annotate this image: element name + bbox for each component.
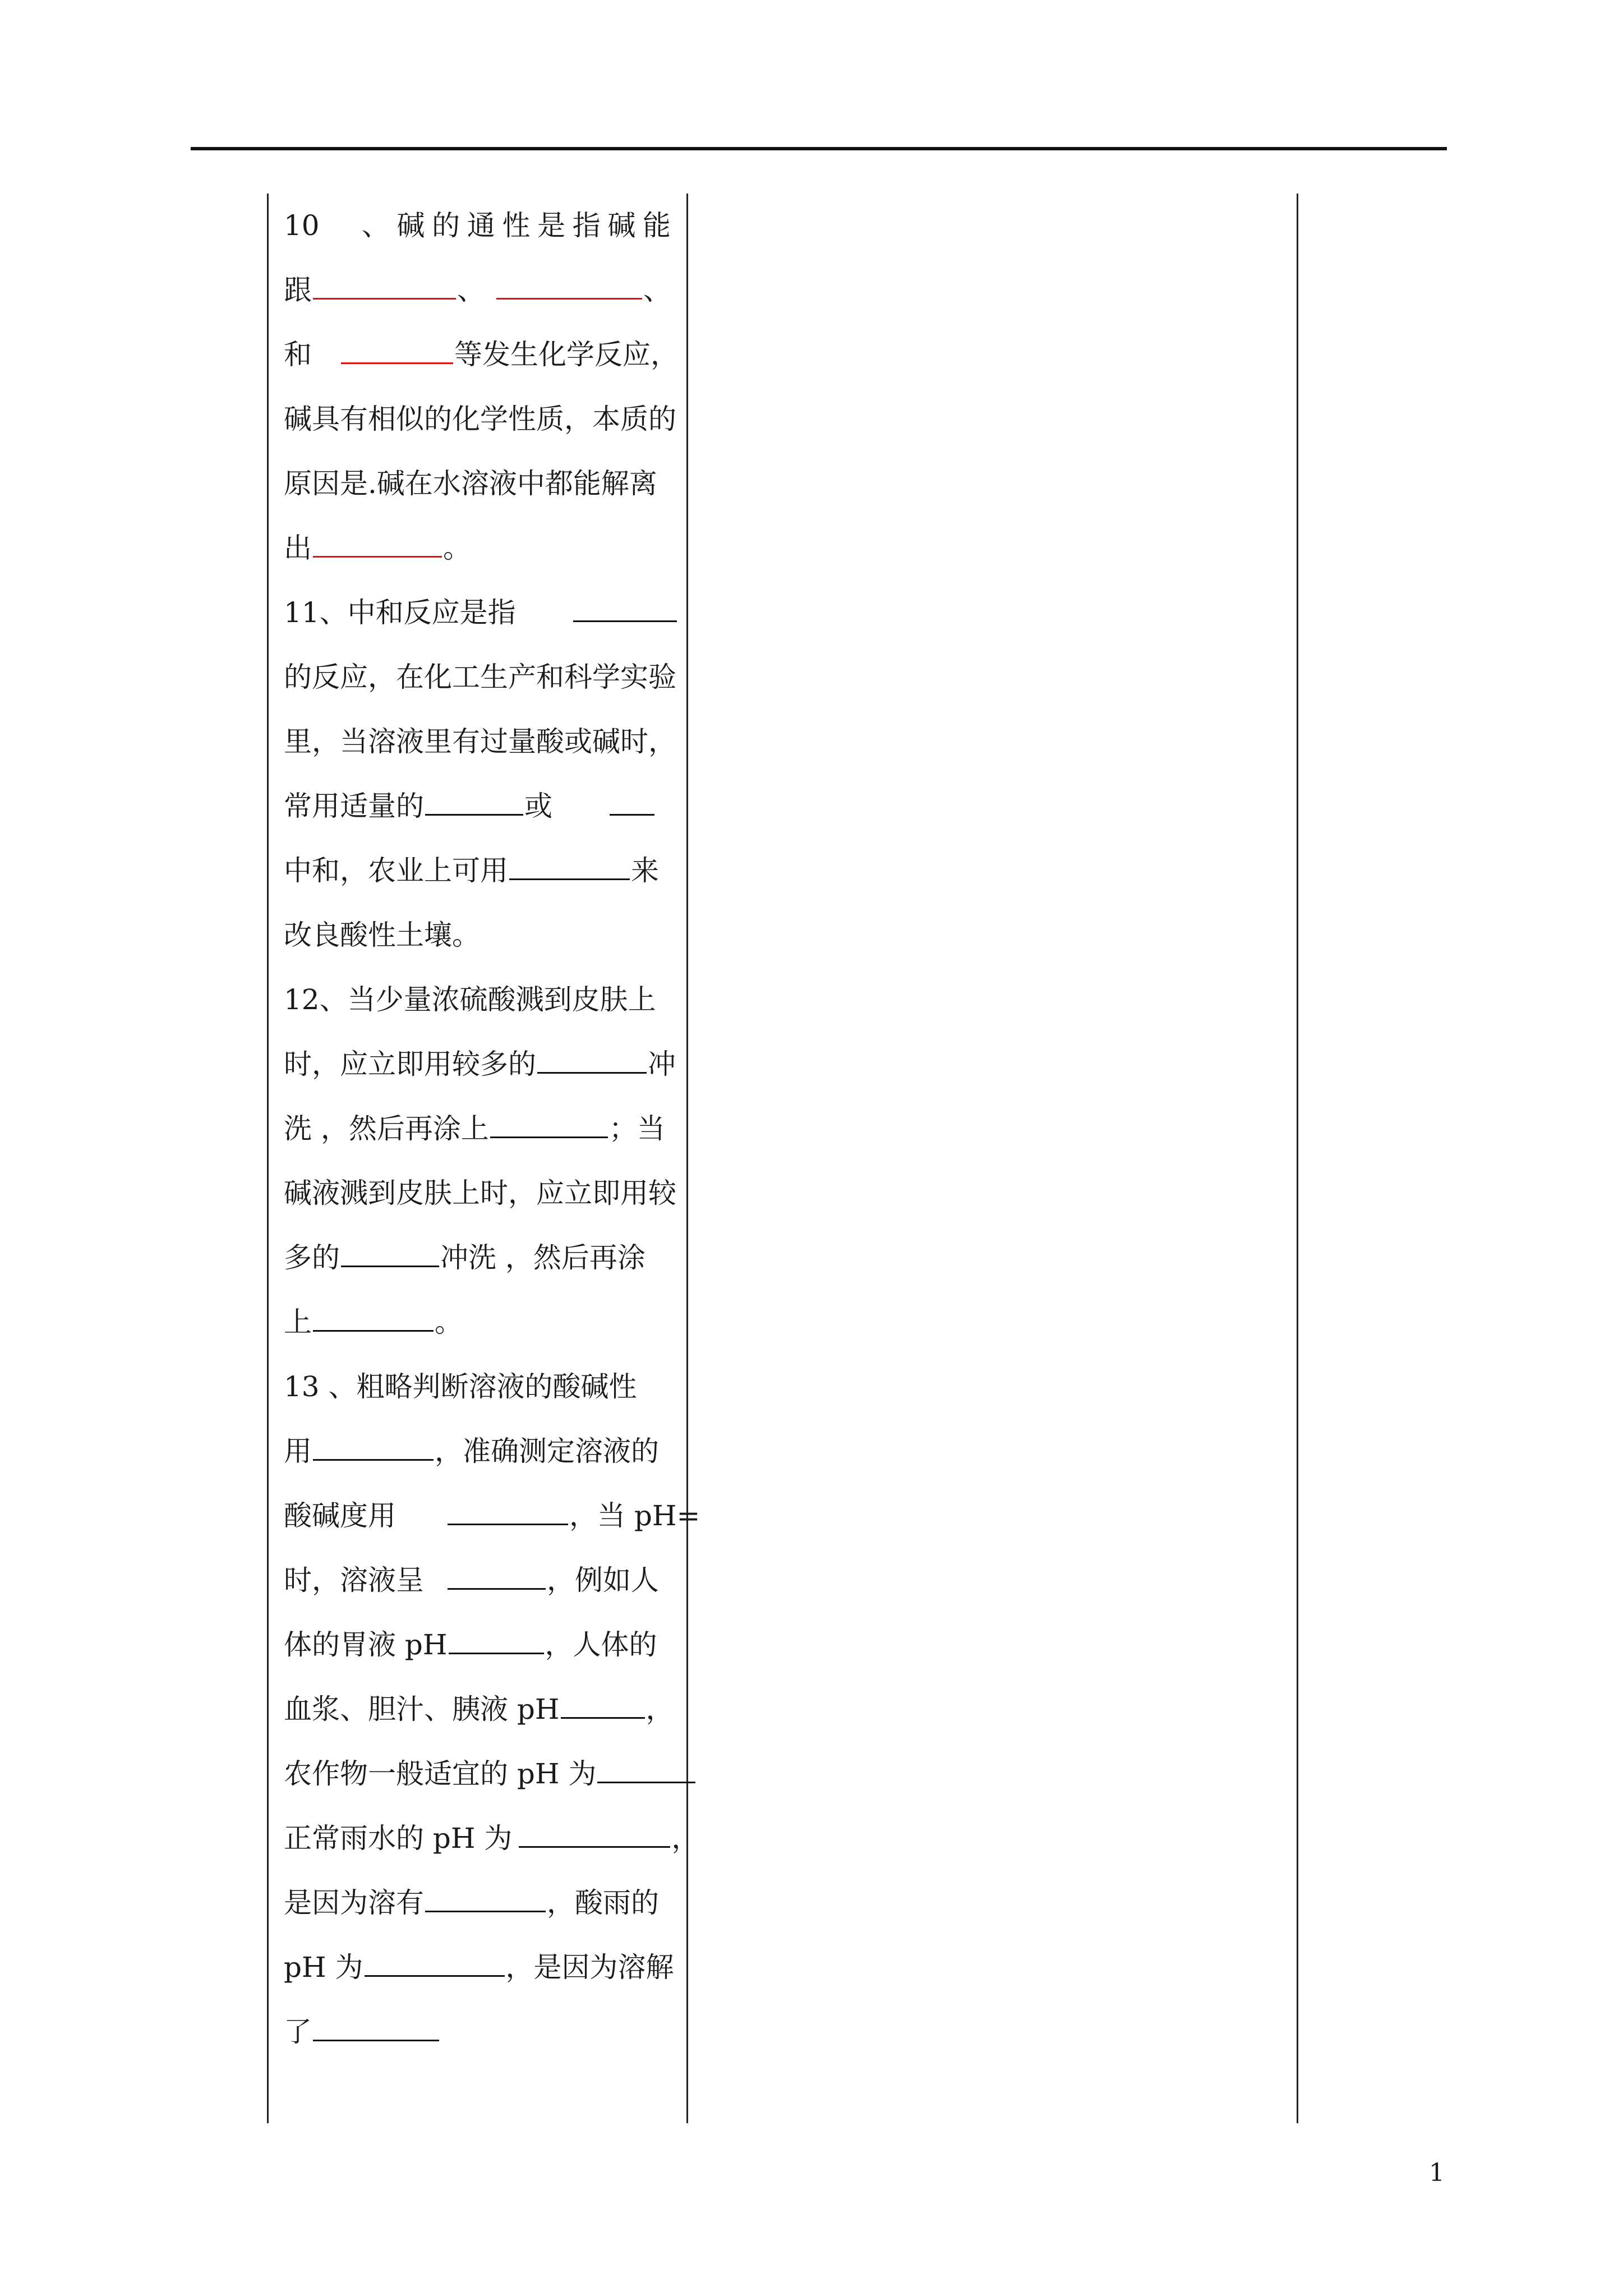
answer-blank[interactable] <box>313 2012 439 2041</box>
q10-line-3: 和 等发生化学反应， <box>284 323 688 387</box>
q11-line-1: 11、中和反应是指 <box>284 581 688 645</box>
answer-blank[interactable] <box>561 1689 645 1719</box>
header-rule <box>191 147 1447 150</box>
answer-blank[interactable] <box>365 1947 505 1977</box>
answer-blank[interactable] <box>490 1108 608 1138</box>
q10-line-6: 出 。 <box>284 516 688 581</box>
answer-blank[interactable] <box>519 1818 670 1848</box>
q13-line-2: 用 ，准确测定溶液的 <box>284 1419 688 1484</box>
question-column <box>284 194 700 2064</box>
q12-line-2: 时，应立即用较多的 冲 <box>284 1032 688 1097</box>
q13-line-5: 体的胃液 pH ，人体的 <box>284 1613 688 1677</box>
q11-line-6: 改良酸性土壤。 <box>284 919 480 951</box>
q13-line-3: 酸碱度用 ，当 pH= <box>284 1484 688 1548</box>
table-border-right <box>1297 194 1298 2123</box>
q12-line-1: 12、当少量浓硫酸溅到皮肤上 <box>284 983 656 1016</box>
answer-blank[interactable] <box>313 1302 434 1332</box>
answer-blank[interactable] <box>313 1431 434 1461</box>
answer-blank[interactable] <box>537 1044 647 1074</box>
q12-line-6: 上 。 <box>284 1290 688 1355</box>
q12-line-4: 碱液溅到皮肤上时，应立即用较 <box>284 1177 676 1209</box>
q10-line-5: 原因是.碱在水溶液中都能解离 <box>284 467 657 500</box>
q13-line-1: 13 、粗略判断溶液的酸碱性 <box>284 1370 637 1403</box>
q10-line-2: 跟 、 、 <box>284 258 688 323</box>
q12-line-5: 多的 冲洗 ，然后再涂 <box>284 1226 688 1290</box>
answer-blank[interactable] <box>425 786 523 816</box>
answer-blank[interactable] <box>573 592 677 622</box>
answer-blank[interactable] <box>341 1237 439 1267</box>
q12-line-3: 洗 ，然后再涂上 ；当 <box>284 1097 688 1161</box>
answer-blank[interactable] <box>448 1560 546 1590</box>
page-number: 1 <box>1429 2159 1445 2187</box>
answer-blank[interactable] <box>509 850 630 880</box>
q10-line-1: 10 、碱的通性是指碱能 <box>284 209 671 242</box>
q11-line-2: 的反应，在化工生产和科学实验 <box>284 661 676 693</box>
answer-blank[interactable] <box>425 1883 546 1912</box>
q13-line-4: 时，溶液呈 ，例如人 <box>284 1548 688 1613</box>
answer-blank[interactable] <box>313 270 456 300</box>
answer-blank[interactable] <box>341 334 453 364</box>
answer-blank[interactable] <box>597 1754 695 1783</box>
q10-line-4: 碱具有相似的化学性质，本质的 <box>284 403 676 435</box>
q11-line-4: 常用适量的 或 <box>284 774 688 839</box>
q13-line-7: 农作物一般适宜的 pH 为 <box>284 1742 688 1806</box>
q11-line-5: 中和，农业上可用 来 <box>284 839 688 903</box>
answer-blank[interactable] <box>496 270 642 300</box>
answer-blank[interactable] <box>313 528 442 558</box>
q13-line-6: 血浆、胆汁、胰液 pH ， <box>284 1677 688 1742</box>
table-border-left <box>267 194 269 2123</box>
q13-line-8: 正常雨水的 pH 为 ， <box>284 1806 688 1871</box>
answer-blank[interactable] <box>449 1625 544 1654</box>
answer-blank[interactable] <box>610 786 654 816</box>
q11-line-3: 里，当溶液里有过量酸或碱时， <box>284 725 676 758</box>
q13-line-9: 是因为溶有 ，酸雨的 <box>284 1871 688 1935</box>
answer-blank[interactable] <box>448 1496 568 1525</box>
q13-line-10: pH 为 ，是因为溶解 <box>284 1935 688 2000</box>
q13-line-11: 了 <box>284 2000 688 2064</box>
